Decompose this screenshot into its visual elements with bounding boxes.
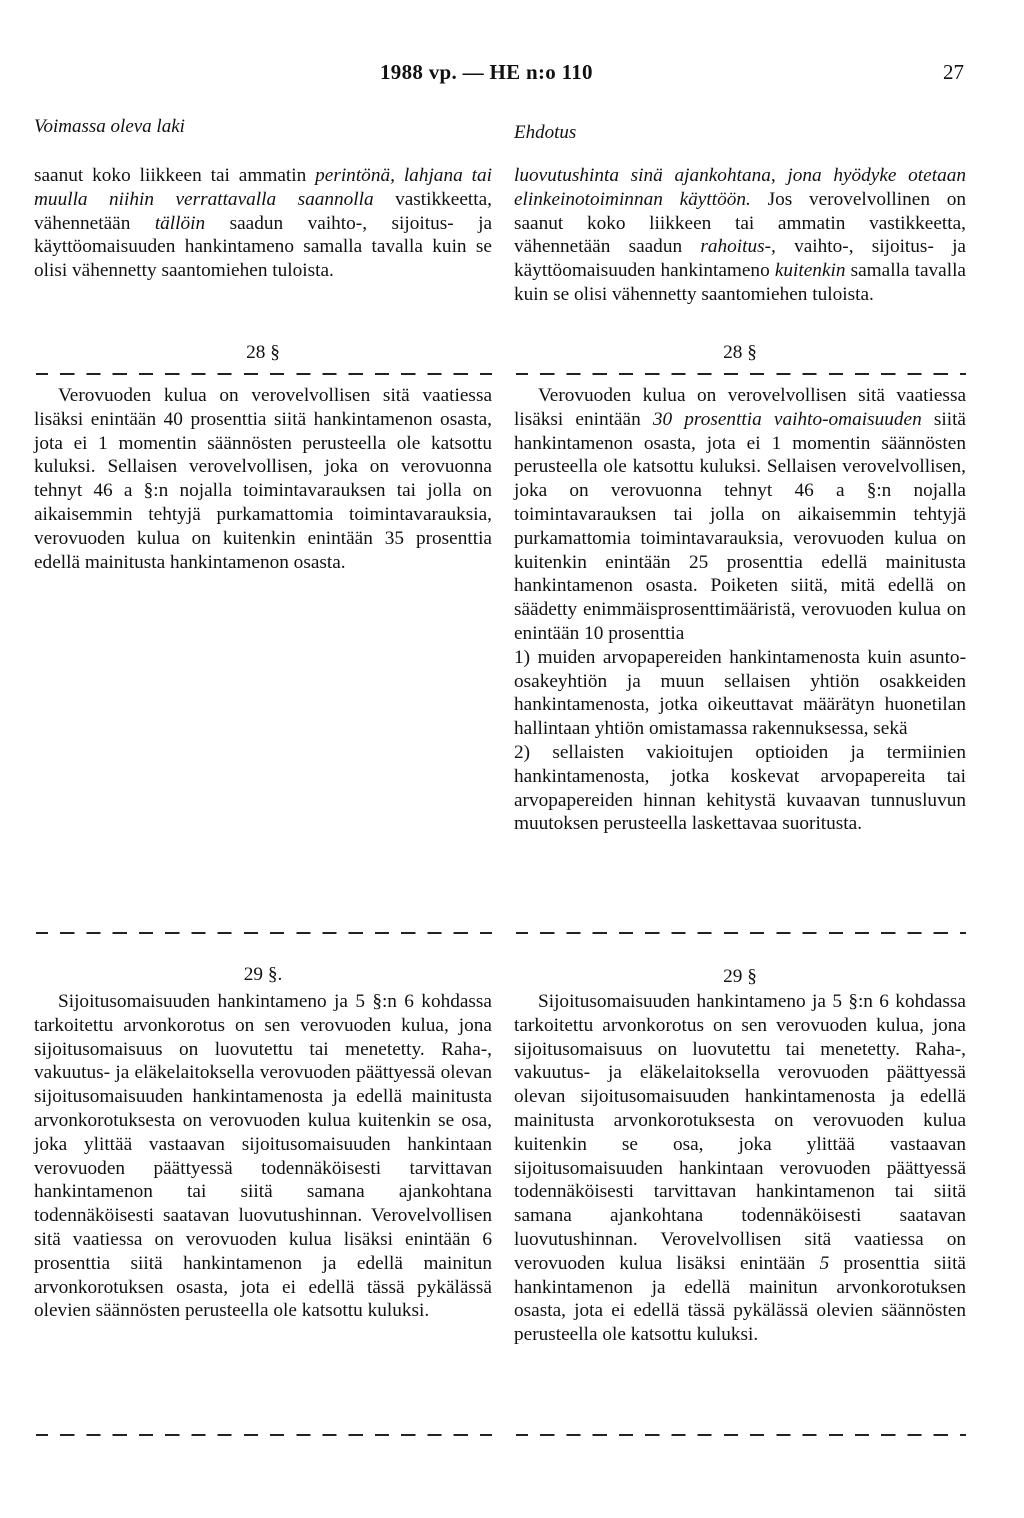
right-list-item-2: 2) sellaisten vakioitujen optioiden ja termiinien hankintamenosta, jotka koskevat arvopapereita tai arvopapereiden hinnan kehitystä kuvaavan tunnusluvun muutoksen perusteella laskettavaa suoritusta. <box>514 741 966 835</box>
right-omission-divider-3 <box>516 1434 966 1436</box>
text-run: prosenttia siitä hankintamenon ja edellä mainitun arvonkorotuksen osasta, jota ei edellä tässä pykälässä olevien säännösten perusteella ole katsottu kuluksi. <box>514 1252 966 1346</box>
page-header <box>0 60 1024 90</box>
emphasized-text: 30 prosenttia vaihto-omaisuuden <box>652 408 922 430</box>
left-section-28-text: Verovuoden kulua on verovelvollisen sitä vaatiessa lisäksi enintään 40 prosenttia siitä hankintamenon osasta, jota ei 1 momentin säännösten perusteella ole katsottu kuluksi. Sellaisen verovelvollisen, joka on verovuonna tehnyt 46 a §:n nojalla toimintavarauksen tai jolla on aikaisemmin tehtyjä purkamattomia toimintavarauksia, verovuoden kulua on kuitenkin enintään 35 prosenttia edellä mainitusta hankintamenon osasta. <box>34 385 492 573</box>
emphasized-text: kuitenkin <box>774 260 846 282</box>
emphasized-text: perintönä, lahjana tai muulla niihin verrattavalla saannolla <box>34 165 492 210</box>
text-run: vaihto-, sijoitus- ja käyttöomaisuuden hankintameno <box>514 236 966 282</box>
text-run: saadun vaihto-, sijoitus- ja käyttöomaisuuden hankintameno samalla tavalla kuin se olisi vähennetty saantomiehen tuloista. <box>34 212 493 282</box>
left-column-heading: Voimassa oleva laki <box>34 116 185 137</box>
right-section-28-text <box>514 384 966 646</box>
text-run: saanut koko liikkeen tai ammatin <box>34 165 316 186</box>
left-section-29-body <box>34 990 492 1323</box>
left-section-28-body <box>34 384 492 574</box>
emphasized-text: rahoitus-, <box>700 236 776 258</box>
right-column-heading: Ehdotus <box>514 122 577 143</box>
text-run: Sijoitusomaisuuden hankintameno ja 5 §:n 6 kohdassa tarkoitettu arvonkorotus on sen verovuoden kulua, jona sijoitusomaisuus on luovutettu tai menetetty. Raha-, vakuutus- ja eläkelaitoksella verovuoden päättyessä olevan sijoitusomaisuuden hankintamenosta ja edellä mainitusta arvonkorotuksesta on verovuoden kulua kuitenkin se osa, joka ylittää vastaavan sijoitusomaisuuden hankintaan verovuoden päättyessä todennäköisesti tarvittavan hankintamenon tai siitä samana ajankohtana todennäköisesti saatavan luovutushinnan. Verovelvollisen sitä vaatiessa on verovuoden kulua lisäksi enintään <box>514 991 966 1274</box>
right-intro-paragraph <box>514 164 966 307</box>
left-section-28-label: 28 § <box>246 342 280 363</box>
page-number: 27 <box>943 60 964 84</box>
right-section-28-label: 28 § <box>723 342 757 363</box>
right-intro-text <box>514 164 966 307</box>
emphasized-text: luovutushinta sinä ajankohtana, jona hyödyke otetaan elinkeinotoiminnan käyttöön. <box>514 165 966 210</box>
emphasized-text: tällöin <box>154 212 206 234</box>
left-intro-text <box>34 164 492 283</box>
text-run: Jos verovelvollinen on saanut koko liikkeen tai ammatin vastikkeetta, vähennetään saadun <box>514 188 966 258</box>
left-section-29-text: Sijoitusomaisuuden hankintameno ja 5 §:n 6 kohdassa tarkoitettu arvonkorotus on sen verovuoden kulua, jona sijoitusomaisuus on luovutettu tai menetetty. Raha-, vakuutus- ja eläkelaitoksella verovuoden päättyessä olevan sijoitusomaisuuden hankintamenosta ja edellä mainitusta arvonkorotuksesta on verovuoden kulua kuitenkin se osa, joka ylittää vastaavan sijoitusomaisuuden hankintaan verovuoden päättyessä todennäköisesti tarvittavan hankintamenon tai siitä samana ajankohtana todennäköisesti saatavan luovutushinnan. Verovelvollisen sitä vaatiessa on verovuoden kulua lisäksi enintään 6 prosenttia siitä hankintamenon ja edellä mainitun arvonkorotuksen osasta, jota ei edellä tässä pykälässä olevien säännösten perusteella ole katsottu kuluksi. <box>34 991 492 1322</box>
text-run: Verovuoden kulua on verovelvollisen sitä vaatiessa lisäksi enintään <box>514 385 966 430</box>
text-run: siitä hankintamenon osasta, jota ei 1 momentin säännösten perusteella ole katsottu kuluksi. Sellaisen verovelvollisen, joka on verovuonna tehnyt 46 a §:n nojalla toimintavarauksen tai jolla on aikaisemmin tehtyjä purkamattomia toimintavarauksia, verovuoden kulua on kuitenkin enintään 25 prosenttia edellä mainitusta hankintamenon osasta. Poiketen siitä, mitä edellä on säädetty enimmäisprosenttimääristä, verovuoden kulua on enintään 10 prosenttia <box>514 408 966 644</box>
right-omission-divider-1 <box>516 373 966 375</box>
right-section-29-text <box>514 990 966 1347</box>
header-title: 1988 vp. — HE n:o 110 <box>380 60 593 84</box>
text-run: samalla tavalla kuin se olisi vähennetty saantomiehen tuloista. <box>514 260 966 305</box>
right-section-29-body <box>514 990 966 1347</box>
left-omission-divider-2 <box>36 932 492 934</box>
left-intro-paragraph <box>34 164 492 283</box>
emphasized-text: 5 <box>819 1252 830 1274</box>
left-section-29-label: 29 §. <box>243 964 283 985</box>
left-omission-divider-1 <box>36 373 492 375</box>
right-section-28-body <box>514 384 966 836</box>
right-list-item-1: 1) muiden arvopapereiden hankintamenosta kuin asunto-osakeyhtiön ja muun sellaisen yhtiön osakkeiden hankintamenosta, jotka oikeuttavat määrätyn huonetilan hallintaan yhtiön omistamassa rakennuksessa, sekä <box>514 646 966 740</box>
right-section-29-label: 29 § <box>723 966 757 987</box>
text-run: vastikkeetta, vähennetään <box>34 188 492 234</box>
right-omission-divider-2 <box>516 932 966 934</box>
left-omission-divider-3 <box>36 1434 492 1436</box>
